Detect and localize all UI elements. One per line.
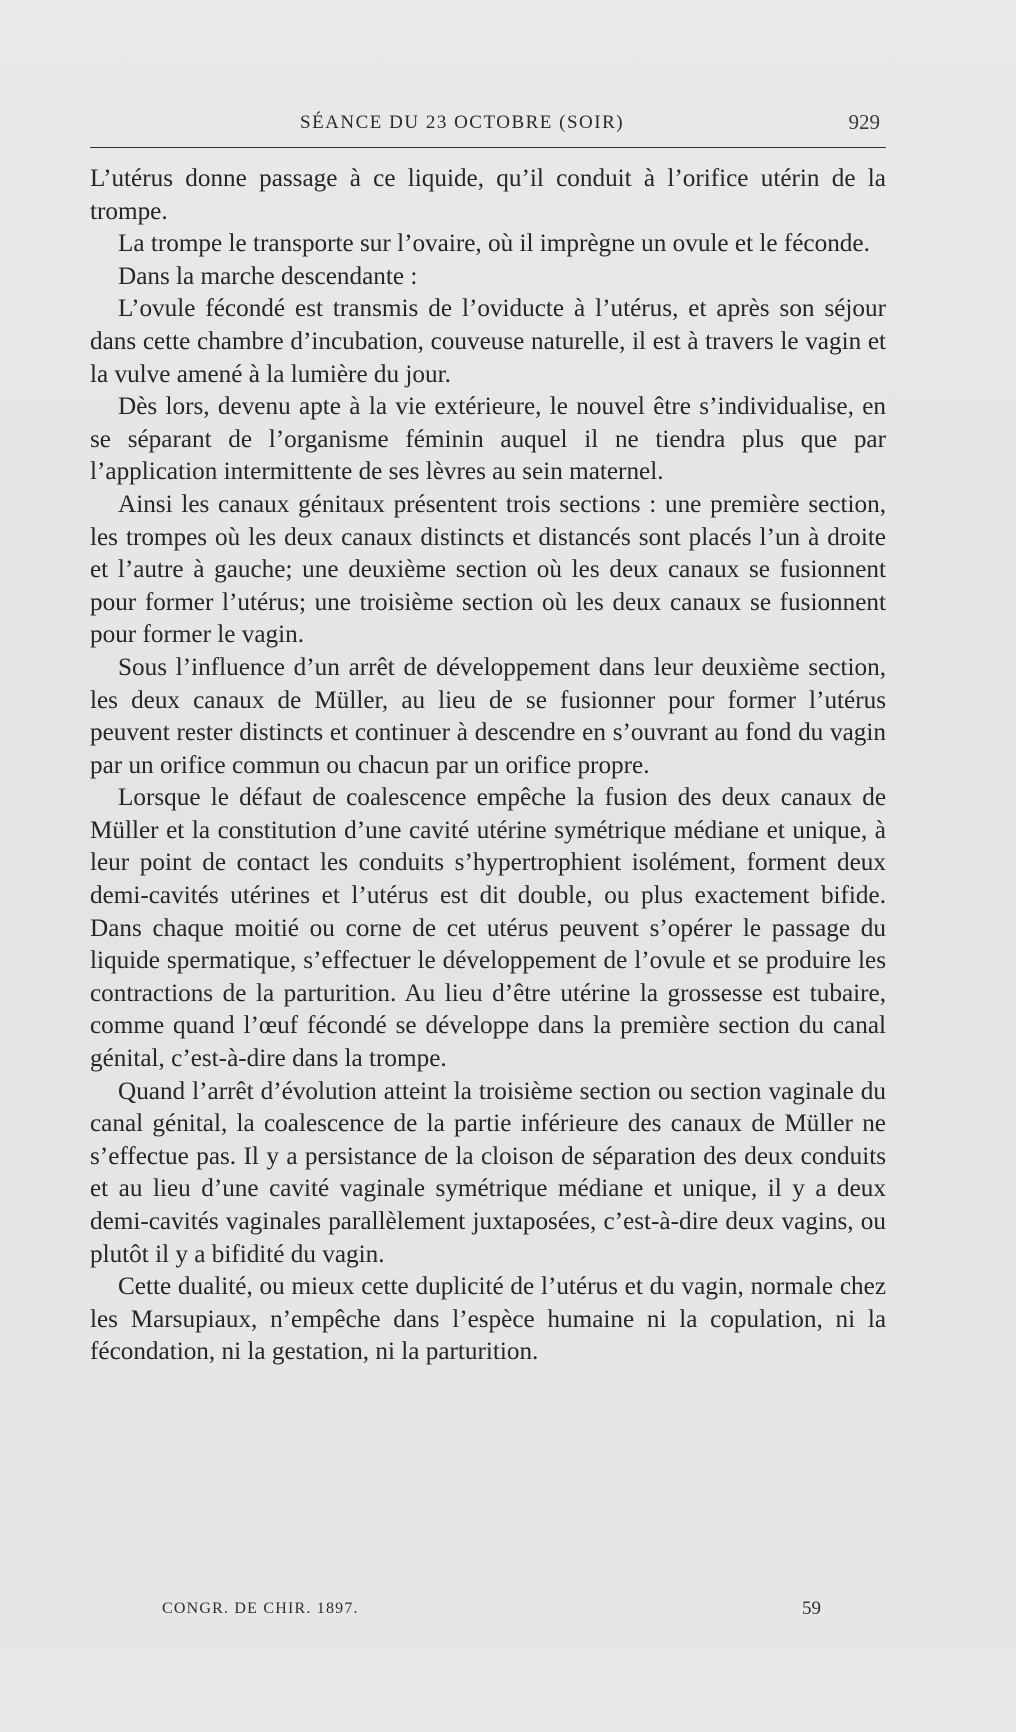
paragraph: Ainsi les canaux génitaux présentent trois sections : une première section, les trompes où les deux canaux distincts et distancés sont placés l’un à droite et l’autre à gauche; une deuxième section où les deux canaux se fusionnent pour former l’utérus; une troisième section où les deux canaux se fusionnent pour former le vagin. xyxy=(90,490,886,649)
body-text xyxy=(90,163,886,1369)
paragraph: Lorsque le défaut de coalescence empêche la fusion des deux canaux de Müller et la constitution d’une cavité utérine symétrique médiane et unique, à leur point de contact les conduits s’hypertrophient isolément, forment deux demi-cavités utérines et l’utérus est dit double, ou plus exactement bifide. Dans chaque moitié ou corne de cet utérus peuvent s’opérer le passage du liquide spermatique, s’effectuer le développement de l’ovule et se produire les contractions de la parturition. Au lieu d’être utérine la grossesse est tubaire, comme quand l’œuf fécondé se développe dans la première section du canal génital, c’est-à-dire dans la trompe. xyxy=(90,784,886,1073)
paragraph: L’utérus donne passage à ce liquide, qu’il conduit à l’orifice utérin de la trompe. xyxy=(90,165,886,225)
page-footer xyxy=(90,1598,886,1628)
page-number: 929 xyxy=(848,110,880,134)
running-head xyxy=(90,104,886,138)
printer-signature: CONGR. DE CHIR. 1897. xyxy=(162,1600,359,1617)
paragraph: L’ovule fécondé est transmis de l’oviducte à l’utérus, et après son séjour dans cette chambre d’incubation, couveuse naturelle, il est à travers le vagin et la vulve amené à la lumière du jour. xyxy=(90,295,886,388)
paragraph: Sous l’influence d’un arrêt de développement dans leur deuxième section, les deux canaux de Müller, au lieu de se fusionner pour former l’utérus peuvent rester distincts et continuer à descendre en s’ouvrant au fond du vagin par un orifice commun ou chacun par un orifice propre. xyxy=(90,653,886,779)
paragraph: Quand l’arrêt d’évolution atteint la troisième section ou section vaginale du canal génital, la coalescence de la partie inférieure des canaux de Müller ne s’effectue pas. Il y a persistance de la cloison de séparation des deux conduits et au lieu d’une cavité vaginale symétrique médiane et unique, il y a deux demi-cavités vaginales parallèlement juxtaposées, c’est-à-dire deux vagins, ou plutôt il y a bifidité du vagin. xyxy=(90,1077,886,1268)
paragraph: Dans la marche descendante : xyxy=(118,262,418,290)
header-rule xyxy=(90,147,886,148)
signature-mark: 59 xyxy=(802,1598,821,1619)
paragraph: Dès lors, devenu apte à la vie extérieure, le nouvel être s’individualise, en se séparant de l’organisme féminin auquel il ne tiendra plus que par l’application intermittente de ses lèvres au sein maternel. xyxy=(90,393,886,486)
paragraph: Cette dualité, ou mieux cette duplicité de l’utérus et du vagin, normale chez les Marsupiaux, n’empêche dans l’espèce humaine ni la copulation, ni la fécondation, ni la gestation, ni la parturition. xyxy=(90,1273,886,1366)
running-title: SÉANCE DU 23 OCTOBRE (SOIR) xyxy=(300,112,625,133)
paragraph: La trompe le transporte sur l’ovaire, où il imprègne un ovule et le féconde. xyxy=(118,230,870,258)
